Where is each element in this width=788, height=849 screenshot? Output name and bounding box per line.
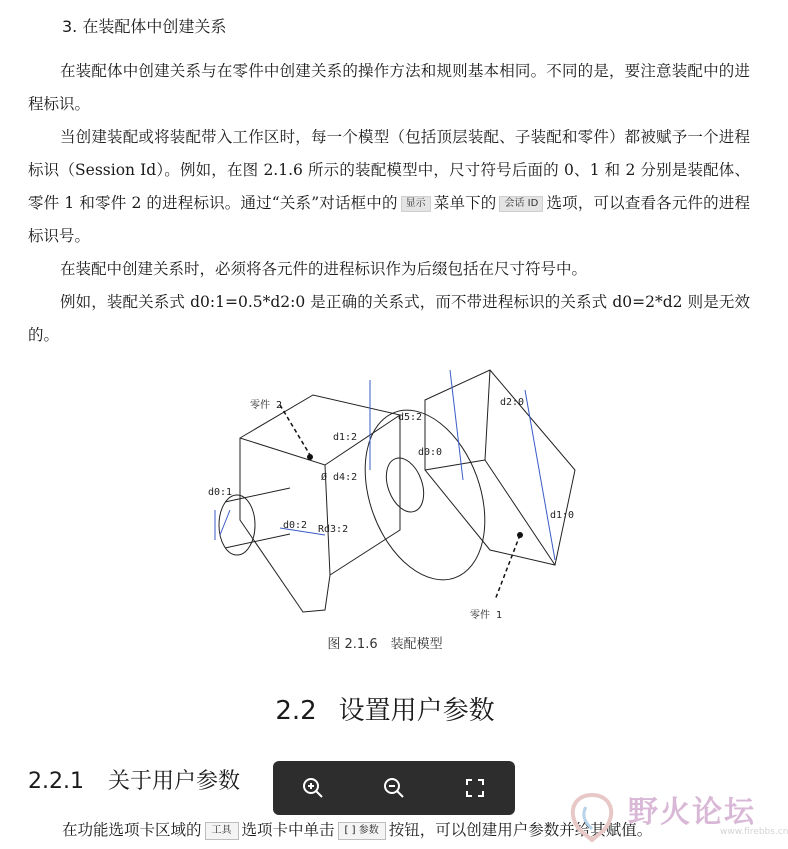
label-part-2: 零件 2 — [250, 400, 283, 411]
paragraph-2-text-a: 当创建装配或将装配带入工作区时，每一个模型（包括顶层装配、子装配和零件）都被赋予一个进程标识（Session Id）。例如，在图 2.1.6 所示的装配模型中，尺寸符号后面的 0、1 和 2 分别是装配体、零件 1 和零件 2 的进程标识。通过“关系”对话框中的 — [28, 128, 750, 212]
label-d0-2: d0:2 — [283, 520, 308, 531]
watermark-logo-icon — [562, 785, 622, 845]
tools-tab-chip: 工具 — [205, 822, 239, 840]
fullscreen-icon — [463, 776, 487, 800]
subsection-number: 2.2.1 — [28, 769, 84, 794]
figure-caption: 图 2.1.6 装配模型 — [327, 637, 443, 652]
paragraph-2-text-b: 菜单下的 — [433, 194, 497, 212]
section-heading — [0, 690, 770, 727]
parameter-button-chip: [ ] 参数 — [338, 822, 386, 840]
label-d2-0: d2:0 — [500, 397, 525, 408]
watermark-text: 野火论坛 — [628, 795, 756, 830]
subsection-title: 关于用户参数 — [107, 769, 240, 794]
label-d0-1: d0:1 — [208, 487, 233, 498]
label-d3-2: Rd3:2 — [318, 524, 349, 535]
watermark-url: www.firebbs.cn — [720, 827, 788, 837]
label-part-1: 零件 1 — [470, 610, 503, 621]
paragraph-last-text-a: 在功能选项卡区域的 — [62, 821, 202, 839]
label-d5-2: d5:2 — [398, 412, 423, 423]
label-d4-2: Ø d4:2 — [321, 472, 358, 483]
label-d0-0: d0:0 — [418, 447, 443, 458]
heading-3: 3. 在装配体中创建关系 — [62, 17, 227, 36]
paragraph-4: 例如，装配关系式 d0:1=0.5*d2:0 是正确的关系式，而不带进程标识的关系式 d0=2*d2 则是无效的。 — [28, 293, 750, 344]
paragraph-last-text-b: 选项卡中单击 — [241, 821, 335, 839]
subsection-heading — [28, 764, 240, 795]
session-id-chip: 会话 ID — [499, 196, 543, 212]
zoom-in-button[interactable] — [293, 768, 333, 808]
section-number: 2.2 — [275, 696, 317, 726]
zoom-out-button[interactable] — [374, 768, 414, 808]
display-menu-chip: 显示 — [401, 196, 431, 212]
image-viewer-toolbar — [273, 761, 515, 815]
fullscreen-button[interactable] — [455, 768, 495, 808]
assembly-figure — [195, 360, 595, 630]
section-title: 设置用户参数 — [338, 696, 495, 726]
label-d1-2: d1:2 — [333, 432, 358, 443]
paragraph-1: 在装配体中创建关系与在零件中创建关系的操作方法和规则基本相同。不同的是，要注意装配中的进程标识。 — [28, 62, 750, 113]
label-d1-0: d1:0 — [550, 510, 575, 521]
paragraph-last-text-c: 按钮，可以创建用户参数并给其赋值。 — [388, 821, 653, 839]
zoom-out-icon — [382, 776, 406, 800]
paragraph-3: 在装配中创建关系时，必须将各元件的进程标识作为后缀包括在尺寸符号中。 — [60, 260, 588, 278]
paragraph-2-text-c: 选项，可以查看各元件的进程标识号。 — [28, 194, 750, 245]
zoom-in-icon — [301, 776, 325, 800]
forum-watermark — [560, 785, 788, 849]
paragraph-2 — [28, 121, 750, 253]
